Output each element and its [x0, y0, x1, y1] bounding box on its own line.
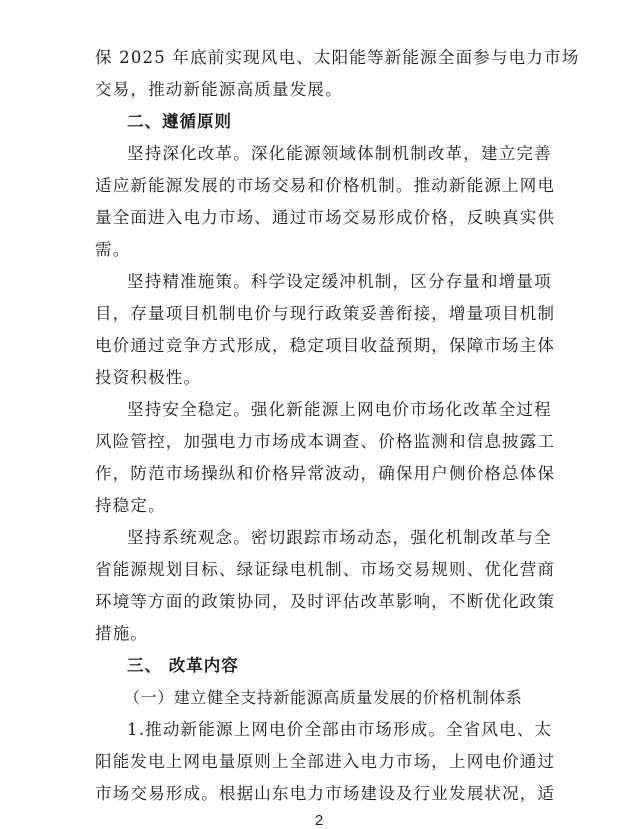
paragraph-line: 风险管控，加强电力市场成本调查、价格监测和信息披露工: [95, 432, 556, 451]
paragraph-line: 作，防范市场操纵和价格异常波动，确保用户侧价格总体保: [95, 464, 556, 483]
paragraph-line: 阳能发电上网电量原则上全部进入电力市场，上网电价通过: [95, 752, 556, 771]
paragraph-line: 目，存量项目机制电价与现行政策妥善衔接，增量项目机制: [95, 304, 556, 323]
subsection-heading: （一）建立健全支持新能源高质量发展的价格机制体系: [124, 688, 523, 707]
paragraph-line: 需。: [95, 240, 131, 259]
paragraph-line: 省能源规划目标、绿证绿电机制、市场交易规则、优化营商: [95, 560, 556, 579]
paragraph-line: 环境等方面的政策协同，及时评估改革影响，不断优化政策: [95, 592, 556, 611]
paragraph-line: 1.推动新能源上网电价全部由市场形成。全省风电、太: [127, 720, 553, 739]
paragraph-line: 保 2025 年底前实现风电、太阳能等新能源全面参与电力市场: [95, 48, 580, 67]
paragraph-line: 市场交易形成。根据山东电力市场建设及行业发展状况，适: [95, 784, 556, 803]
paragraph-line: 坚持系统观念。密切跟踪市场动态，强化机制改革与全: [127, 528, 552, 547]
paragraph-line: 交易，推动新能源高质量发展。: [95, 80, 343, 99]
paragraph-line: 量全面进入电力市场、通过市场交易形成价格，反映真实供: [95, 208, 556, 227]
paragraph-line: 持稳定。: [95, 496, 166, 515]
paragraph-line: 措施。: [95, 624, 149, 643]
paragraph-line: 投资积极性。: [95, 368, 202, 387]
paragraph-line: 电价通过竞争方式形成，稳定项目收益预期，保障市场主体: [95, 336, 556, 355]
paragraph-line: 坚持精准施策。科学设定缓冲机制，区分存量和增量项: [127, 272, 552, 291]
paragraph-line: 适应新能源发展的市场交易和价格机制。推动新能源上网电: [95, 176, 556, 195]
page-number: 2: [314, 812, 324, 829]
section-heading-principles: 二、遵循原则: [127, 112, 232, 131]
paragraph-line: 坚持安全稳定。强化新能源上网电价市场化改革全过程: [127, 400, 552, 419]
section-heading-content: 三、 改革内容: [127, 656, 239, 675]
paragraph-line: 坚持深化改革。深化能源领域体制机制改革，建立完善: [127, 144, 552, 163]
